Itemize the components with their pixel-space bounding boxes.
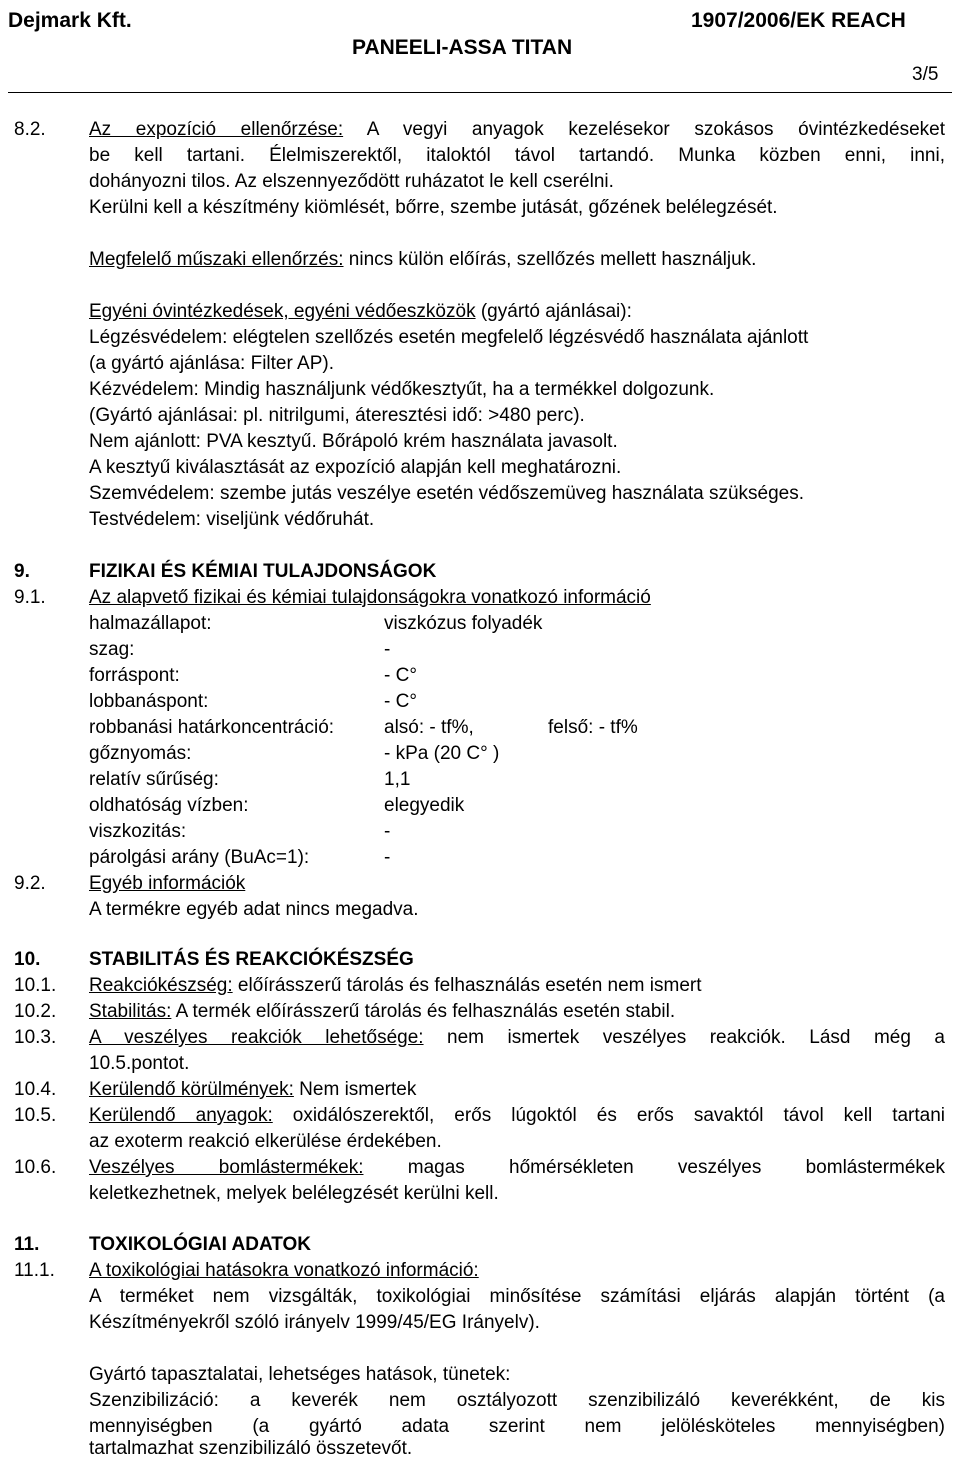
property-label: gőznyomás: <box>89 743 192 764</box>
section-9-number: 9. <box>14 561 30 582</box>
technical-control-text: nincs külön előírás, szellőzés mellett használjuk. <box>343 249 757 270</box>
sensitization-line3: tartalmazhat szenzibilizáló összetevőt. <box>89 1438 413 1459</box>
section-8-2-line3: dohányozni tilos. Az elszennyeződött ruházatot le kell cserélni. <box>89 171 614 192</box>
section-10-3-text <box>89 1025 945 1051</box>
product-name: PANEELI-ASSA TITAN <box>352 36 573 59</box>
section-10-5-number: 10.5. <box>14 1105 57 1126</box>
section-10-4-number: 10.4. <box>14 1079 57 1100</box>
section-8-2-number: 8.2. <box>14 119 46 140</box>
property-value: alsó: - tf%, <box>384 717 474 738</box>
hand-protection-line4: A kesztyű kiválasztását az expozíció alapján kell meghatározni. <box>89 457 622 478</box>
ppe-heading-text: (gyártó ajánlásai): <box>475 301 632 322</box>
hand-protection-line2: (Gyártó ajánlásai: pl. nitrilgumi, áteresztési idő: >480 perc). <box>89 405 585 426</box>
section-10-number: 10. <box>14 949 41 970</box>
section-9-2-title: Egyéb információk <box>89 873 246 894</box>
section-10-5-rest: oxidálószerektől, erős lúgoktól és erős savaktól távol kell tartani <box>272 1105 945 1126</box>
section-9-1-number: 9.1. <box>14 587 46 608</box>
respiratory-protection-line2: (a gyártó ajánlása: Filter AP). <box>89 353 334 374</box>
section-10-3-rest: nem ismertek veszélyes reakciók. Lásd még a <box>423 1027 945 1048</box>
technical-control-heading: Megfelelő műszaki ellenőrzés: <box>89 249 344 270</box>
section-10-1-heading: Reakciókészség: <box>89 975 233 996</box>
hand-protection-line1: Kézvédelem: Mindig használjunk védőkesztyűt, ha a termékkel dolgozunk. <box>89 379 715 400</box>
property-label: relatív sűrűség: <box>89 769 219 790</box>
section-9-1-title: Az alapvető fizikai és kémiai tulajdonságokra vonatkozó információ <box>89 587 651 608</box>
property-label: halmazállapot: <box>89 613 212 634</box>
section-10-6-continuation: keletkezhetnek, melyek belélegzését kerülni kell. <box>89 1183 499 1204</box>
section-10-2-text <box>89 999 675 1025</box>
section-11-title: TOXIKOLÓGIAI ADATOK <box>89 1234 312 1255</box>
property-label: oldhatóság vízben: <box>89 795 249 816</box>
manufacturer-experience-heading: Gyártó tapasztalatai, lehetséges hatások, tünetek: <box>89 1364 511 1385</box>
section-11-1-title: A toxikológiai hatásokra vonatkozó információ: <box>89 1260 479 1281</box>
eye-protection: Szemvédelem: szembe jutás veszélye esetén védőszemüveg használata szükséges. <box>89 483 804 504</box>
section-10-title: STABILITÁS ÉS REAKCIÓKÉSZSÉG <box>89 949 414 970</box>
toxicology-paragraph-line2: Készítményekről szóló irányelv 1999/45/EG Irányelv). <box>89 1312 540 1333</box>
section-10-6-number: 10.6. <box>14 1157 57 1178</box>
ppe-heading-line <box>89 299 632 325</box>
regulation-label: 1907/2006/EK REACH <box>691 9 906 32</box>
section-10-6-rest: magas hőmérsékleten veszélyes bomlástermékek <box>363 1157 945 1178</box>
technical-control <box>89 247 756 273</box>
ppe-heading: Egyéni óvintézkedések, egyéni védőeszközök <box>89 301 476 322</box>
section-10-3-number: 10.3. <box>14 1027 57 1048</box>
section-8-2-heading: Az expozíció ellenőrzése: <box>89 119 344 140</box>
section-10-1-text <box>89 973 702 999</box>
property-label: robbanási határkoncentráció: <box>89 717 335 738</box>
section-10-4-text <box>89 1077 416 1103</box>
property-label: párolgási arány (BuAc=1): <box>89 847 310 868</box>
section-10-6-text <box>89 1155 945 1181</box>
section-10-1-number: 10.1. <box>14 975 57 996</box>
property-extra-value: felső: - tf% <box>548 717 638 738</box>
section-10-4-rest: Nem ismertek <box>293 1079 417 1100</box>
section-10-4-heading: Kerülendő körülmények: <box>89 1079 294 1100</box>
page-number: 3/5 <box>912 64 939 85</box>
sensitization-line1: Szenzibilizáció: a keverék nem osztályozott szenzibilizáló keverékként, de kis <box>89 1390 945 1411</box>
hand-protection-line3: Nem ajánlott: PVA kesztyű. Bőrápoló krém használata javasolt. <box>89 431 618 452</box>
section-8-2-line4: Kerülni kell a készítmény kiömlését, bőrre, szembe jutását, gőzének belélegzését. <box>89 197 778 218</box>
section-9-2-text: A termékre egyéb adat nincs megadva. <box>89 899 419 920</box>
property-value: - <box>384 821 391 842</box>
section-10-2-rest: A termék előírásszerű tárolás és felhasználás esetén stabil. <box>171 1001 676 1022</box>
section-10-2-number: 10.2. <box>14 1001 57 1022</box>
section-10-5-heading: Kerülendő anyagok: <box>89 1105 273 1126</box>
section-8-2-line1 <box>89 117 945 143</box>
respiratory-protection-line1: Légzésvédelem: elégtelen szellőzés esetén megfelelő légzésvédő használata ajánlott <box>89 327 809 348</box>
header-divider <box>8 92 952 93</box>
property-label: lobbanáspont: <box>89 691 209 712</box>
property-value: 1,1 <box>384 769 411 790</box>
property-value: - C° <box>384 665 417 686</box>
section-9-2-number: 9.2. <box>14 873 46 894</box>
property-value: - <box>384 639 391 660</box>
property-value: - kPa (20 C° ) <box>384 743 500 764</box>
property-value: - <box>384 847 391 868</box>
body-protection: Testvédelem: viseljünk védőruhát. <box>89 509 375 530</box>
company-name: Dejmark Kft. <box>8 9 132 32</box>
sensitization-line2: mennyiségben (a gyártó adata szerint nem jelölésköteles mennyiségben) <box>89 1416 945 1437</box>
property-label: viszkozitás: <box>89 821 187 842</box>
section-10-6-heading: Veszélyes bomlástermékek: <box>89 1157 364 1178</box>
section-10-5-continuation: az exoterm reakció elkerülése érdekében. <box>89 1131 442 1152</box>
property-label: szag: <box>89 639 135 660</box>
property-value: elegyedik <box>384 795 465 816</box>
section-11-number: 11. <box>14 1234 40 1255</box>
property-value: viszkózus folyadék <box>384 613 543 634</box>
section-10-3-heading: A veszélyes reakciók lehetősége: <box>89 1027 424 1048</box>
section-10-5-text <box>89 1103 945 1129</box>
section-8-2-line1-text: A vegyi anyagok kezelésekor szokásos óvintézkedéseket <box>343 119 945 140</box>
section-8-2-line2: be kell tartani. Élelmiszerektől, italoktól távol tartandó. Munka közben enni, inni, <box>89 145 945 166</box>
section-11-1-number: 11.1. <box>14 1260 55 1281</box>
section-9-title: FIZIKAI ÉS KÉMIAI TULAJDONSÁGOK <box>89 561 437 582</box>
section-10-3-continuation: 10.5.pontot. <box>89 1053 190 1074</box>
section-10-2-heading: Stabilitás: <box>89 1001 172 1022</box>
property-value: - C° <box>384 691 417 712</box>
property-label: forráspont: <box>89 665 180 686</box>
toxicology-paragraph-line1: A terméket nem vizsgálták, toxikológiai minősítése számítási eljárás alapján történt (a <box>89 1286 945 1307</box>
section-10-1-rest: előírásszerű tárolás és felhasználás esetén nem ismert <box>232 975 702 996</box>
